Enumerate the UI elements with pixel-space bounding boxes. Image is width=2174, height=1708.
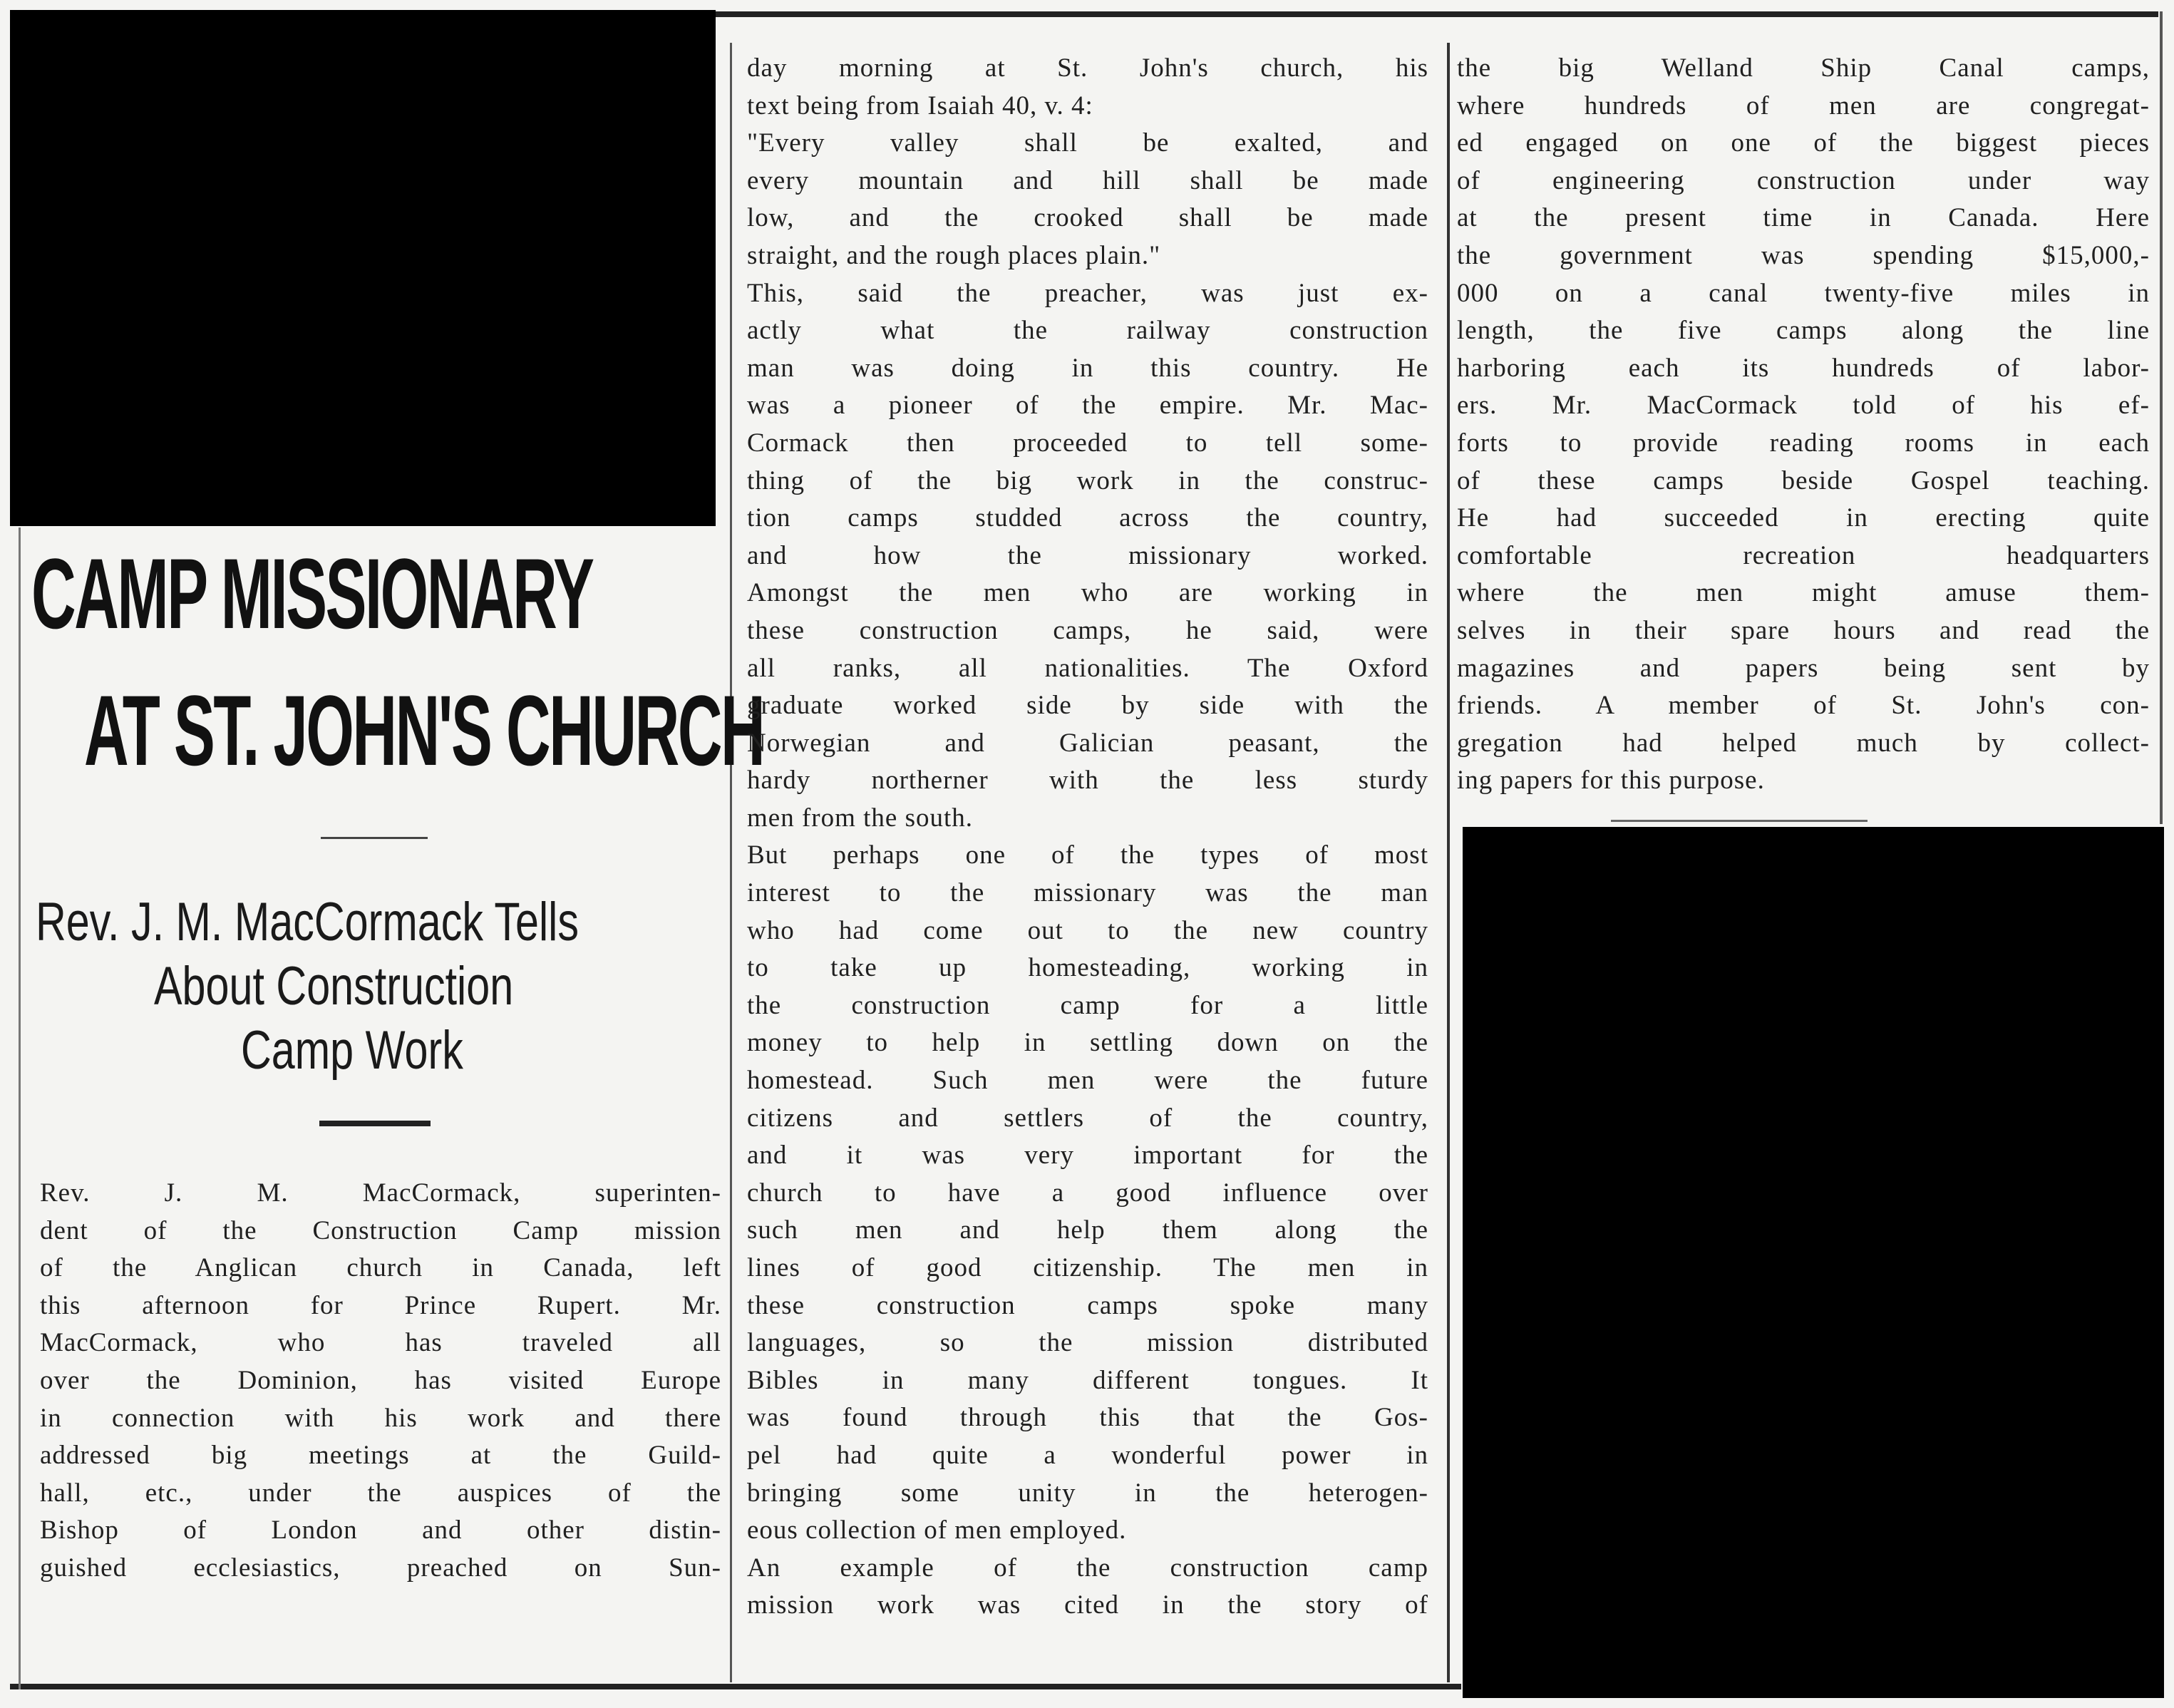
text-line: of the Anglican church in Canada, left xyxy=(40,1253,721,1283)
text-line: to take up homesteading, working in xyxy=(747,953,1428,983)
text-line: This, said the preacher, was just ex- xyxy=(747,278,1428,308)
text-line: tion camps studded across the country, xyxy=(747,503,1428,533)
text-line: the construction camp for a little xyxy=(747,990,1428,1020)
text-line: selves in their spare hours and read the xyxy=(1457,615,2150,645)
text-line: of engineering construction under way xyxy=(1457,165,2150,195)
redaction-block-bottom-right xyxy=(1463,827,2164,1698)
text-line: at the present time in Canada. Here xyxy=(1457,203,2150,233)
text-line: interest to the missionary was the man xyxy=(747,878,1428,908)
text-line: where hundreds of men are congregat- xyxy=(1457,91,2150,120)
column-divider-1 xyxy=(730,43,732,1682)
text-line: all ranks, all nationalities. The Oxford xyxy=(747,653,1428,683)
text-line: 000 on a canal twenty-five miles in xyxy=(1457,278,2150,308)
left-edge-rule xyxy=(19,528,21,1689)
text-line: the government was spending $15,000,- xyxy=(1457,240,2150,270)
article-column-1 xyxy=(40,1175,721,1588)
text-line: ers. Mr. MacCormack told of his ef- xyxy=(1457,391,2150,421)
text-line: An example of the construction camp xyxy=(747,1553,1428,1583)
text-line: ing papers for this purpose. xyxy=(1457,766,1765,796)
article-column-3 xyxy=(1457,50,2150,800)
text-line: Amongst the men who are working in xyxy=(747,578,1428,608)
text-line: men from the south. xyxy=(747,803,974,833)
text-line: hardy northerner with the less sturdy xyxy=(747,766,1428,796)
text-line: thing of the big work in the construc- xyxy=(747,465,1428,495)
text-line: and how the missionary worked. xyxy=(747,540,1428,570)
text-line: dent of the Construction Camp mission xyxy=(40,1215,721,1245)
headline-line-2: AT ST. JOHN'S CHURCH xyxy=(84,674,764,786)
text-line: this afternoon for Prince Rupert. Mr. xyxy=(40,1290,721,1320)
text-line: magazines and papers being sent by xyxy=(1457,653,2150,683)
text-line: was a pioneer of the empire. Mr. Mac- xyxy=(747,391,1428,421)
text-line: gregation had helped much by collect- xyxy=(1457,728,2150,758)
text-line: homestead. Such men were the future xyxy=(747,1066,1428,1096)
text-line: length, the five camps along the line xyxy=(1457,316,2150,346)
headline-line-1: CAMP MISSIONARY xyxy=(31,537,593,649)
text-line: money to help in settling down on the xyxy=(747,1028,1428,1058)
text-line: pel had quite a wonderful power in xyxy=(747,1440,1428,1470)
text-line: eous collection of men employed. xyxy=(747,1516,1127,1545)
text-line: Cormack then proceeded to tell some- xyxy=(747,428,1428,458)
text-line: friends. A member of St. John's con- xyxy=(1457,691,2150,721)
text-line: straight, and the rough places plain." xyxy=(747,240,1161,270)
text-line: the big Welland Ship Canal camps, xyxy=(1457,53,2150,83)
text-line: citizens and settlers of the country, xyxy=(747,1103,1428,1133)
text-line: Norwegian and Galician peasant, the xyxy=(747,728,1428,758)
text-line: addressed big meetings at the Guild- xyxy=(40,1441,721,1471)
deck-separator xyxy=(319,1121,431,1126)
text-line: comfortable recreation headquarters xyxy=(1457,540,2150,570)
top-rule xyxy=(716,11,2158,17)
text-line: harboring each its hundreds of labor- xyxy=(1457,353,2150,383)
text-line: these construction camps, he said, were xyxy=(747,615,1428,645)
text-line: graduate worked side by side with the xyxy=(747,691,1428,721)
text-line: forts to provide reading rooms in each xyxy=(1457,428,2150,458)
text-line: He had succeeded in erecting quite xyxy=(1457,503,2150,533)
text-line: man was doing in this country. He xyxy=(747,353,1428,383)
text-line: Bishop of London and other distin- xyxy=(40,1516,721,1545)
text-line: of these camps beside Gospel teaching. xyxy=(1457,465,2150,495)
deck-line-1: Rev. J. M. MacCormack Tells xyxy=(36,892,579,952)
deck-line-3: Camp Work xyxy=(241,1020,463,1081)
text-line: these construction camps spoke many xyxy=(747,1290,1428,1320)
text-line: who had come out to the new country xyxy=(747,915,1428,945)
text-line: Bibles in many different tongues. It xyxy=(747,1365,1428,1395)
text-line: in connection with his work and there xyxy=(40,1403,721,1433)
text-line: church to have a good influence over xyxy=(747,1178,1428,1208)
bottom-rule xyxy=(10,1684,1461,1689)
column-3-end-rule xyxy=(1611,820,1868,822)
headline-separator xyxy=(321,837,428,839)
text-line: actly what the railway construction xyxy=(747,316,1428,346)
text-line: mission work was cited in the story of xyxy=(747,1590,1428,1620)
text-line: lines of good citizenship. The men in xyxy=(747,1253,1428,1282)
text-line: day morning at St. John's church, his xyxy=(747,53,1428,83)
text-line: Rev. J. M. MacCormack, superinten- xyxy=(40,1178,721,1208)
text-line: low, and the crooked shall be made xyxy=(747,203,1428,233)
text-line: was found through this that the Gos- xyxy=(747,1403,1428,1433)
deck-line-2: About Construction xyxy=(154,956,514,1017)
redaction-block-top-left xyxy=(10,10,716,526)
article-column-2 xyxy=(747,50,1428,1625)
text-line: and it was very important for the xyxy=(747,1141,1428,1171)
text-line: bringing some unity in the heterogen- xyxy=(747,1478,1428,1508)
text-line: over the Dominion, has visited Europe xyxy=(40,1365,721,1395)
right-edge-rule xyxy=(2160,11,2163,824)
text-line: where the men might amuse them- xyxy=(1457,578,2150,608)
text-line: "Every valley shall be exalted, and xyxy=(747,128,1428,158)
column-divider-2 xyxy=(1447,43,1450,1682)
text-line: ed engaged on one of the biggest pieces xyxy=(1457,128,2150,158)
text-line: text being from Isaiah 40, v. 4: xyxy=(747,91,1093,120)
text-line: But perhaps one of the types of most xyxy=(747,840,1428,870)
text-line: such men and help them along the xyxy=(747,1215,1428,1245)
text-line: MacCormack, who has traveled all xyxy=(40,1328,721,1358)
text-line: every mountain and hill shall be made xyxy=(747,165,1428,195)
text-line: hall, etc., under the auspices of the xyxy=(40,1478,721,1508)
text-line: guished ecclesiastics, preached on Sun- xyxy=(40,1553,721,1583)
text-line: languages, so the mission distributed xyxy=(747,1328,1428,1358)
